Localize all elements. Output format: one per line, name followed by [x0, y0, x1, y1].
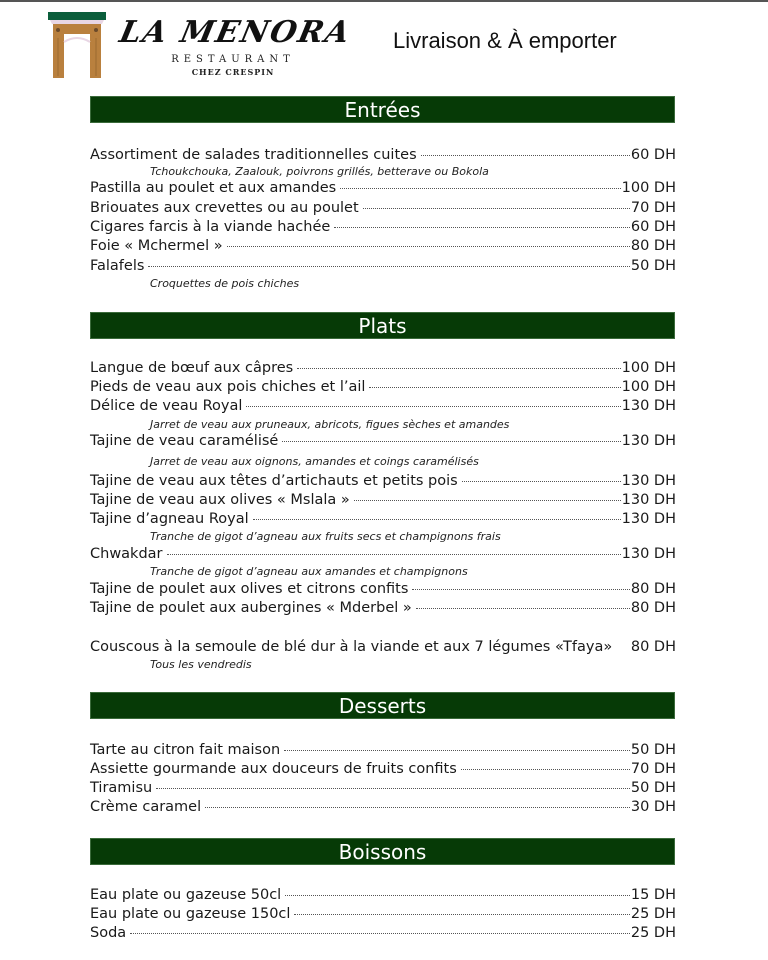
menu-item	[90, 598, 676, 618]
menu-item	[90, 740, 676, 760]
menu-item	[90, 145, 676, 165]
menu-item	[90, 236, 676, 256]
item-name: Assiette gourmande aux douceurs de fruits confits	[90, 761, 457, 777]
dot-leader	[253, 518, 621, 520]
section-header-boissons: Boissons	[90, 838, 675, 865]
item-name: Tajine de poulet aux olives et citrons confits	[90, 581, 409, 597]
item-price: 50 DH	[630, 742, 676, 758]
dot-leader	[340, 187, 620, 189]
item-name: Tajine de veau caramélisé	[90, 433, 279, 449]
dot-leader	[297, 367, 620, 369]
item-name: Cigares farcis à la viande hachée	[90, 219, 331, 235]
item-name: Tajine de poulet aux aubergines « Mderbel »	[90, 600, 412, 616]
item-price: 30 DH	[630, 799, 676, 815]
item-price: 70 DH	[630, 761, 676, 777]
menu-item	[90, 904, 676, 924]
menu-item	[90, 256, 676, 276]
menu-item	[90, 490, 676, 510]
item-description: Jarret de veau aux pruneaux, abricots, figues sèches et amandes	[150, 418, 510, 431]
dot-leader	[421, 154, 630, 156]
dot-leader	[167, 553, 621, 555]
item-price: 130 DH	[621, 546, 676, 562]
menu-item	[90, 544, 676, 564]
item-description: Jarret de veau aux oignons, amandes et coings caramélisés	[150, 455, 479, 468]
dot-leader	[156, 787, 630, 789]
item-price: 130 DH	[621, 492, 676, 508]
item-name: Délice de veau Royal	[90, 398, 243, 414]
item-name: Eau plate ou gazeuse 50cl	[90, 887, 282, 903]
item-name: Tarte au citron fait maison	[90, 742, 281, 758]
dot-leader	[130, 932, 630, 934]
item-price: 100 DH	[621, 180, 676, 196]
dot-leader	[284, 749, 630, 751]
dot-leader	[462, 480, 621, 482]
item-price: 50 DH	[630, 780, 676, 796]
item-price: 80 DH	[630, 600, 676, 616]
dot-leader	[246, 405, 620, 407]
item-price: 60 DH	[630, 147, 676, 163]
dot-leader	[294, 913, 629, 915]
menu-item	[90, 471, 676, 491]
item-name: Pastilla au poulet et aux amandes	[90, 180, 337, 196]
item-price: 130 DH	[621, 433, 676, 449]
dot-leader	[412, 588, 629, 590]
item-price: 130 DH	[621, 511, 676, 527]
arch-logo-icon	[48, 12, 106, 78]
restaurant-name: LA MENORA	[116, 15, 355, 50]
item-name: Langue de bœuf aux câpres	[90, 360, 294, 376]
dot-leader	[363, 207, 630, 209]
item-name: Tajine de veau aux olives « Mslala »	[90, 492, 350, 508]
item-price: 100 DH	[621, 360, 676, 376]
item-price: 25 DH	[630, 906, 676, 922]
spacer	[616, 647, 630, 648]
item-name: Falafels	[90, 258, 145, 274]
item-name: Tajine de veau aux têtes d’artichauts et petits pois	[90, 473, 458, 489]
item-price: 70 DH	[630, 200, 676, 216]
item-price: 15 DH	[630, 887, 676, 903]
item-description: Tous les vendredis	[150, 658, 252, 671]
item-name: Pieds de veau aux pois chiches et l’ail	[90, 379, 366, 395]
menu-item	[90, 358, 676, 378]
dot-leader	[282, 440, 620, 442]
menu-item	[90, 797, 676, 817]
dot-leader	[461, 768, 630, 770]
item-price: 130 DH	[621, 398, 676, 414]
section-header-plats: Plats	[90, 312, 675, 339]
dot-leader	[354, 499, 621, 501]
item-price: 50 DH	[630, 258, 676, 274]
item-price: 60 DH	[630, 219, 676, 235]
menu-item	[90, 579, 676, 599]
item-name: Briouates aux crevettes ou au poulet	[90, 200, 359, 216]
dot-leader	[285, 894, 630, 896]
dot-leader	[148, 265, 629, 267]
dot-leader	[416, 607, 630, 609]
menu-header	[0, 0, 768, 90]
menu-item	[90, 509, 676, 529]
section-header-desserts: Desserts	[90, 692, 675, 719]
item-price: 80 DH	[630, 581, 676, 597]
item-name: Chwakdar	[90, 546, 163, 562]
item-name: Foie « Mchermel »	[90, 238, 223, 254]
restaurant-owner: CHEZ CRESPIN	[191, 67, 275, 77]
section-header-entrees: Entrées	[90, 96, 675, 123]
item-description: Croquettes de pois chiches	[150, 277, 300, 290]
item-name: Tajine d’agneau Royal	[90, 511, 249, 527]
dot-leader	[227, 245, 630, 247]
item-price: 25 DH	[630, 925, 676, 941]
item-name: Soda	[90, 925, 127, 941]
menu-item	[90, 198, 676, 218]
item-price: 80 DH	[630, 639, 676, 655]
menu-item	[90, 396, 676, 416]
item-price: 80 DH	[630, 238, 676, 254]
restaurant-subtitle: RESTAURANT	[171, 54, 295, 65]
item-description: Tranche de gigot d’agneau aux amandes et champignons	[150, 565, 468, 578]
item-price: 130 DH	[621, 473, 676, 489]
item-name: Assortiment de salades traditionnelles cuites	[90, 147, 417, 163]
dot-leader	[334, 226, 630, 228]
menu-item	[90, 217, 676, 237]
menu-item	[90, 759, 676, 779]
dot-leader	[369, 386, 620, 388]
delivery-tagline: Livraison & À emporter	[393, 28, 617, 53]
item-name: Crème caramel	[90, 799, 202, 815]
dot-leader	[205, 806, 630, 808]
item-description: Tranche de gigot d’agneau aux fruits secs et champignons frais	[150, 530, 501, 543]
menu-item	[90, 178, 676, 198]
menu-item	[90, 923, 676, 943]
item-price: 100 DH	[621, 379, 676, 395]
item-name: Couscous à la semoule de blé dur à la viande et aux 7 légumes «Tfaya»	[90, 639, 613, 655]
menu-item	[90, 431, 676, 451]
menu-item	[90, 377, 676, 397]
menu-item	[90, 778, 676, 798]
menu-item	[90, 885, 676, 905]
item-name: Tiramisu	[90, 780, 153, 796]
menu-item	[90, 637, 676, 657]
item-description: Tchoukchouka, Zaalouk, poivrons grillés, betterave ou Bokola	[150, 165, 489, 178]
item-name: Eau plate ou gazeuse 150cl	[90, 906, 291, 922]
